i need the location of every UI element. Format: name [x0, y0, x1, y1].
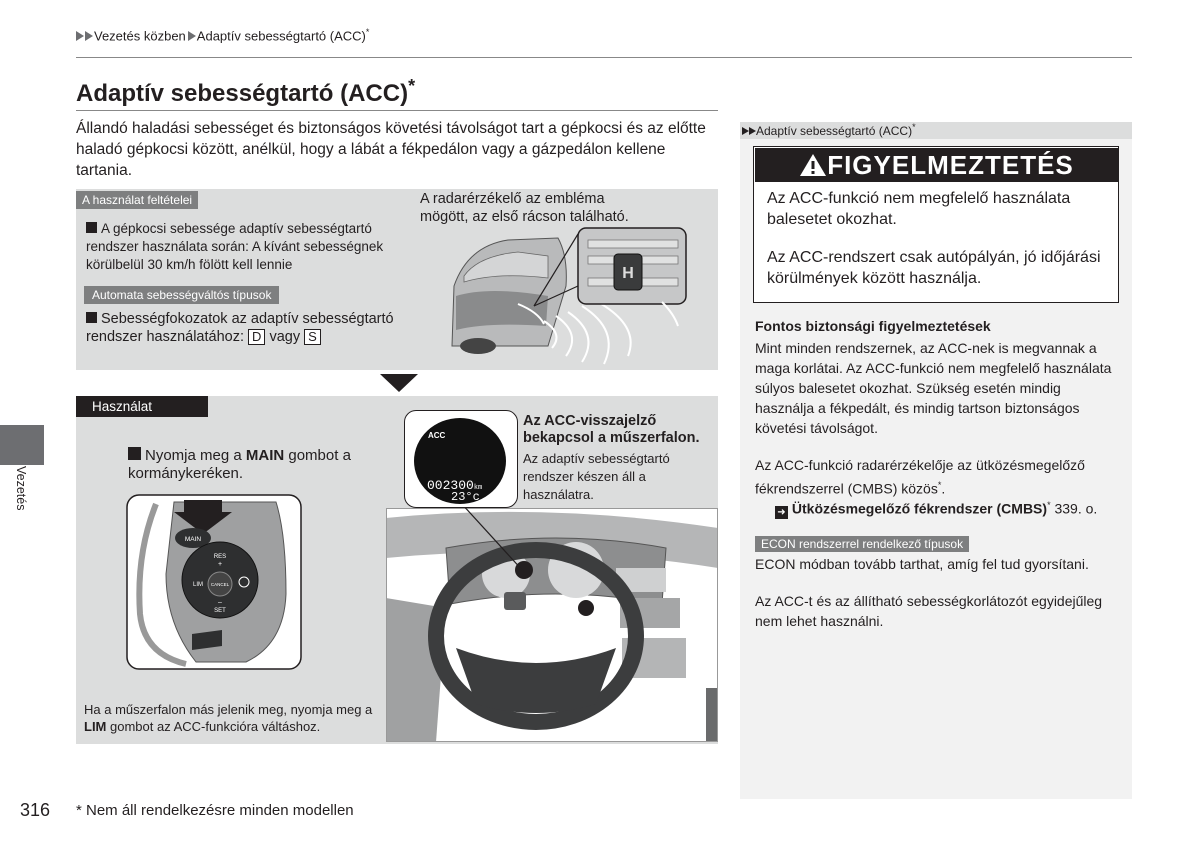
asterisk: *: [408, 76, 416, 96]
odometer-unit: km: [473, 484, 483, 492]
acc-indicator-icon: ACC: [428, 431, 446, 440]
sidebar-header: [740, 122, 1132, 139]
condition-text: A gépkocsi sebessége adaptív sebességtartó rendszer használata során: A kívánt sebességnek körülbelül 30 km/h fölött kell lennie: [86, 221, 384, 272]
arrow-icon: [188, 31, 196, 41]
intro-paragraph: Állandó haladási sebességet és biztonságos követési távolságot tart a gépkocsi és az előtte haladó gépkocsi között, anélkül, hogy a lábát a fékpedálon vagy a gázpedálon kellene tartania.: [76, 120, 706, 179]
asterisk: *: [937, 480, 942, 490]
limit-text: Az ACC-t és az állítható sebességkorlátozót egyidejűleg nem lehet használni.: [755, 593, 1103, 629]
econ-text: ECON módban tovább tarthat, amíg fel tud gyorsítani.: [755, 556, 1089, 572]
warning-title: [755, 148, 1118, 182]
page-title: [76, 76, 415, 108]
arrow-icon: [76, 31, 84, 41]
main-switch-label: MAIN: [184, 536, 202, 543]
cmbs-ref-link[interactable]: Ütközésmegelőző fékrendszer (CMBS): [791, 500, 1048, 517]
gear-d-key: D: [248, 329, 265, 345]
cmbs-body: Az ACC-funkció radarérzékelője az ütközésmegelőző fékrendszerrel (CMBS) közös: [755, 457, 1085, 497]
cmbs-reference[interactable]: [775, 495, 1097, 519]
svg-text:H: H: [622, 265, 634, 282]
plus-label: +: [217, 561, 223, 568]
usage-step: [128, 447, 378, 483]
condition-item: [86, 220, 406, 274]
divider: [76, 110, 718, 111]
chapter-tab-label: Vezetés: [14, 466, 28, 511]
minus-label: –: [218, 599, 222, 606]
asterisk: *: [912, 122, 916, 132]
warning-text-2: Az ACC-rendszert csak autópályán, jó időjárási körülmények között használja.: [767, 249, 1101, 287]
lim-key-text: LIM: [84, 719, 107, 734]
breadcrumb-item[interactable]: Vezetés közben: [94, 28, 186, 44]
auto-transmission-label: Automata sebességváltós típusok: [84, 286, 279, 304]
safety-title: Fontos biztonsági figyelmeztetések: [755, 318, 991, 334]
warning-title-text: FIGYELMEZTETÉS: [827, 150, 1074, 180]
warning-text-1: Az ACC-funkció nem megfelelő használata balesetet okozhat.: [767, 190, 1071, 228]
main-key-text: MAIN: [245, 447, 285, 464]
asterisk: *: [365, 27, 370, 37]
usage-label: Használat: [76, 396, 208, 417]
condition-text: Sebességfokozatok az adaptív sebességtartó rendszer használatához:: [86, 311, 394, 345]
condition-item: [86, 310, 406, 346]
bullet-square-icon: [86, 312, 97, 323]
reference-arrow-icon: ➜: [775, 506, 788, 519]
odometer-value: 002300: [427, 478, 474, 493]
breadcrumb-item[interactable]: Adaptív sebességtartó (ACC): [196, 28, 366, 44]
bullet-square-icon: [128, 447, 141, 460]
footnote: * Nem áll rendelkezésre minden modellen: [76, 802, 354, 819]
bullet-square-icon: [86, 222, 97, 233]
indicator-title: Az ACC-visszajelző bekapcsol a műszerfalon.: [523, 413, 700, 446]
steering-switch-illustration: [126, 494, 302, 670]
page-reference[interactable]: 339. o.: [1054, 500, 1098, 517]
warning-triangle-icon: [799, 153, 827, 177]
lim-note: [84, 701, 388, 735]
res-switch-label: RES: [213, 554, 227, 560]
breadcrumb: [76, 27, 369, 43]
gear-s-key: S: [304, 329, 321, 345]
cancel-switch-label: CANCEL: [210, 582, 230, 587]
step-text: Nyomja meg a: [145, 447, 242, 464]
safety-text: Mint minden rendszernek, az ACC-nek is megvannak a maga korlátai. Az ACC-funkció nem megfelelő használata súlyos balesetet okozhat. Szükség esetén mindig használja a fékpedált, és mindig tartson biztonságos követési távolságot.: [755, 340, 1112, 436]
asterisk: *: [1047, 500, 1051, 510]
arrow-icon: [749, 127, 756, 135]
car-radar-illustration: [448, 226, 714, 366]
econ-label: ECON rendszerrel rendelkező típusok: [755, 536, 969, 552]
radar-caption: A radarérzékelő az embléma mögött, az első rácson található.: [420, 191, 629, 225]
sidebar-head-text: Adaptív sebességtartó (ACC): [756, 124, 913, 138]
divider: [76, 57, 1132, 58]
chapter-tab[interactable]: [0, 425, 44, 465]
set-switch-label: SET: [214, 608, 226, 614]
page-number: 316: [20, 800, 51, 820]
conditions-label: A használat feltételei: [76, 191, 198, 209]
lim-switch-label: LIM: [192, 582, 204, 588]
arrow-down-icon: [380, 374, 418, 394]
arrow-icon: [85, 31, 93, 41]
note-text: Ha a műszerfalon más jelenik meg, nyomja meg a: [84, 702, 373, 717]
indicator-text: Az adaptív sebességtartó rendszer készen áll a használatra.: [523, 451, 670, 502]
note-text: gombot az ACC-funkcióra váltáshoz.: [110, 719, 321, 734]
step-text: gombot a kormánykeréken.: [128, 447, 351, 482]
temperature: 23°c: [451, 490, 480, 504]
page-title-text: Adaptív sebességtartó (ACC): [76, 80, 409, 107]
cmbs-text: Az ACC-funkció radarérzékelője az ütközésmegelőző fékrendszerrel (CMBS) közös*.: [755, 457, 1085, 497]
arrow-icon: [742, 127, 749, 135]
or-text: vagy: [269, 329, 301, 345]
